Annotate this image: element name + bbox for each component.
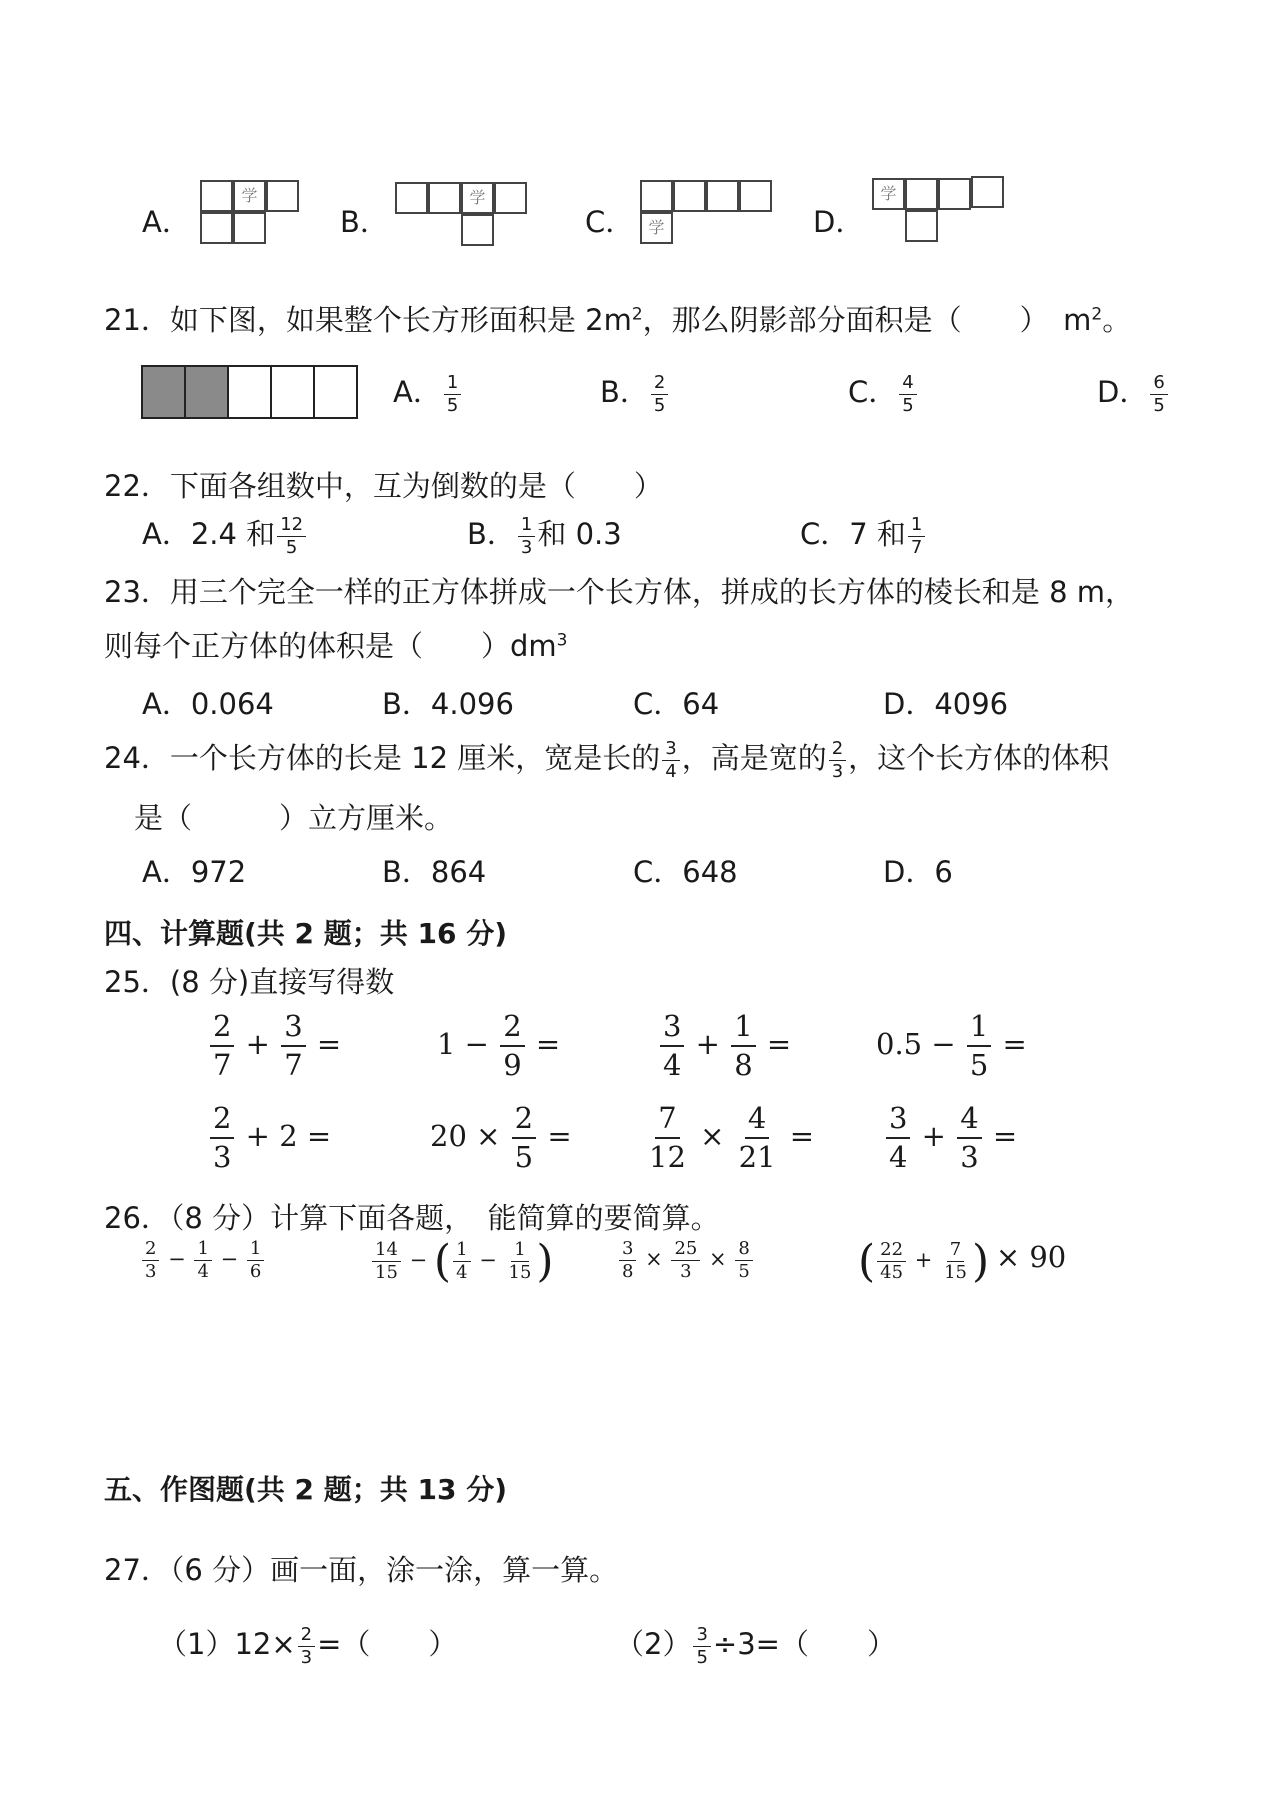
q23-option-a: A．0.064: [142, 687, 274, 721]
q22-stem: 22．下面各组数中，互为倒数的是（ ）: [104, 469, 663, 503]
q24-option-a: A．972: [142, 855, 247, 889]
q27-title: 27．（6 分）画一面，涂一涂，算一算。: [104, 1553, 619, 1587]
q20-option-a-label: A．: [142, 205, 191, 239]
section-5-heading: 五、作图题(共 2 题；共 13 分): [104, 1473, 508, 1506]
q20-option-b-label: B．: [340, 205, 389, 239]
q23-option-b: B．4.096: [382, 687, 514, 721]
q26-title: 26．（8 分）计算下面各题， 能简算的要简算。: [104, 1201, 720, 1235]
section-4-heading: 四、计算题(共 2 题；共 16 分): [104, 917, 508, 950]
q25-expr-7: $\frac{7}{12}$ × $\frac{4}{21}$ =: [649, 1101, 815, 1174]
q21-option-d: D． $\frac{6}{5}$: [1097, 370, 1170, 415]
q25-expr-6: 20 × $\frac{2}{5}$ =: [430, 1101, 572, 1174]
q26-expr-4: ( $\frac{22}{45}$ + $\frac{7}{15}$ ) × 90: [858, 1236, 1067, 1287]
q25-expr-1: $\frac{2}{7}$ + $\frac{3}{7}$ =: [208, 1012, 341, 1080]
q21-option-b: B． $\frac{2}{5}$: [600, 370, 670, 415]
q23-option-c: C．64: [633, 687, 720, 721]
q24-option-c: C．648: [633, 855, 738, 889]
q26-expr-2: $\frac{14}{15}$ − ( $\frac{1}{4}$ − $\frac{1}{15}$ ): [370, 1236, 554, 1287]
q27-part-2: （2） $\frac{3}{5}$ ÷3=（ ）: [615, 1623, 896, 1668]
q27-part-1: （1）12× $\frac{2}{3}$ =（ ）: [158, 1623, 458, 1668]
q25-title: 25．(8 分)直接写得数: [104, 965, 395, 999]
xue-cell: 学: [640, 212, 673, 244]
q21-option-c: C． $\frac{4}{5}$: [848, 370, 919, 415]
q24-stem-line1: 24．一个长方体的长是 12 厘米，宽是长的 $\frac{3}{4}$ ，高是宽的 $\frac{2}{3}$ ，这个长方体的体积: [104, 737, 1110, 782]
q24-stem-line2: 是（ ）立方厘米。: [134, 801, 454, 835]
q21-shaded-rectangle: [140, 362, 360, 422]
q25-expr-4: 0.5 − $\frac{1}{5}$ =: [876, 1009, 1027, 1082]
q23-stem-line2: 则每个正方体的体积是（ ）$dm^3$: [104, 629, 568, 663]
q25-expr-3: $\frac{3}{4}$ + $\frac{1}{8}$ =: [658, 1012, 791, 1080]
shaded-cell: [185, 366, 228, 418]
blank-cell: [228, 366, 271, 418]
q23-option-d: D．4096: [883, 687, 1009, 721]
q25-expr-2: 1 − $\frac{2}{9}$ =: [437, 1009, 561, 1082]
q21-stem: 21．如下图，如果整个长方形面积是 $2m^2$，那么阴影部分面积是（ ） $m^2$。: [104, 303, 1132, 337]
shaded-cell: [142, 366, 185, 418]
q25-expr-5: $\frac{2}{3}$ + 2 =: [208, 1104, 331, 1172]
q22-option-a: A．2.4 和 $\frac{12}{5}$: [142, 512, 308, 557]
q24-option-b: B．864: [382, 855, 487, 889]
xue-cell: 学: [872, 178, 905, 210]
xue-cell: 学: [233, 180, 266, 212]
q23-stem-line1: 23．用三个完全一样的正方体拼成一个长方体，拼成的长方体的棱长和是 8 m，: [104, 575, 1135, 609]
blank-cell: [314, 366, 357, 418]
q26-expr-1: $\frac{2}{3}$ − $\frac{1}{4}$ − $\frac{1}{6}$: [140, 1240, 266, 1281]
xue-cell: 学: [461, 182, 494, 214]
blank-cell: [271, 366, 314, 418]
q26-expr-3: $\frac{3}{8}$ × $\frac{25}{3}$ × $\frac{8}{5}$: [617, 1240, 755, 1281]
q24-option-d: D．6: [883, 855, 953, 889]
q20-option-d-label: D．: [813, 205, 865, 239]
q21-option-a: A． $\frac{1}{5}$: [393, 370, 463, 415]
q22-option-c: C．7 和 $\frac{1}{7}$: [800, 512, 927, 557]
q25-expr-8: $\frac{3}{4}$ + $\frac{4}{3}$ =: [884, 1104, 1017, 1172]
q22-option-b: B． $\frac{1}{3}$ 和 0.3: [467, 513, 622, 558]
q20-option-c-label: C．: [585, 205, 635, 239]
